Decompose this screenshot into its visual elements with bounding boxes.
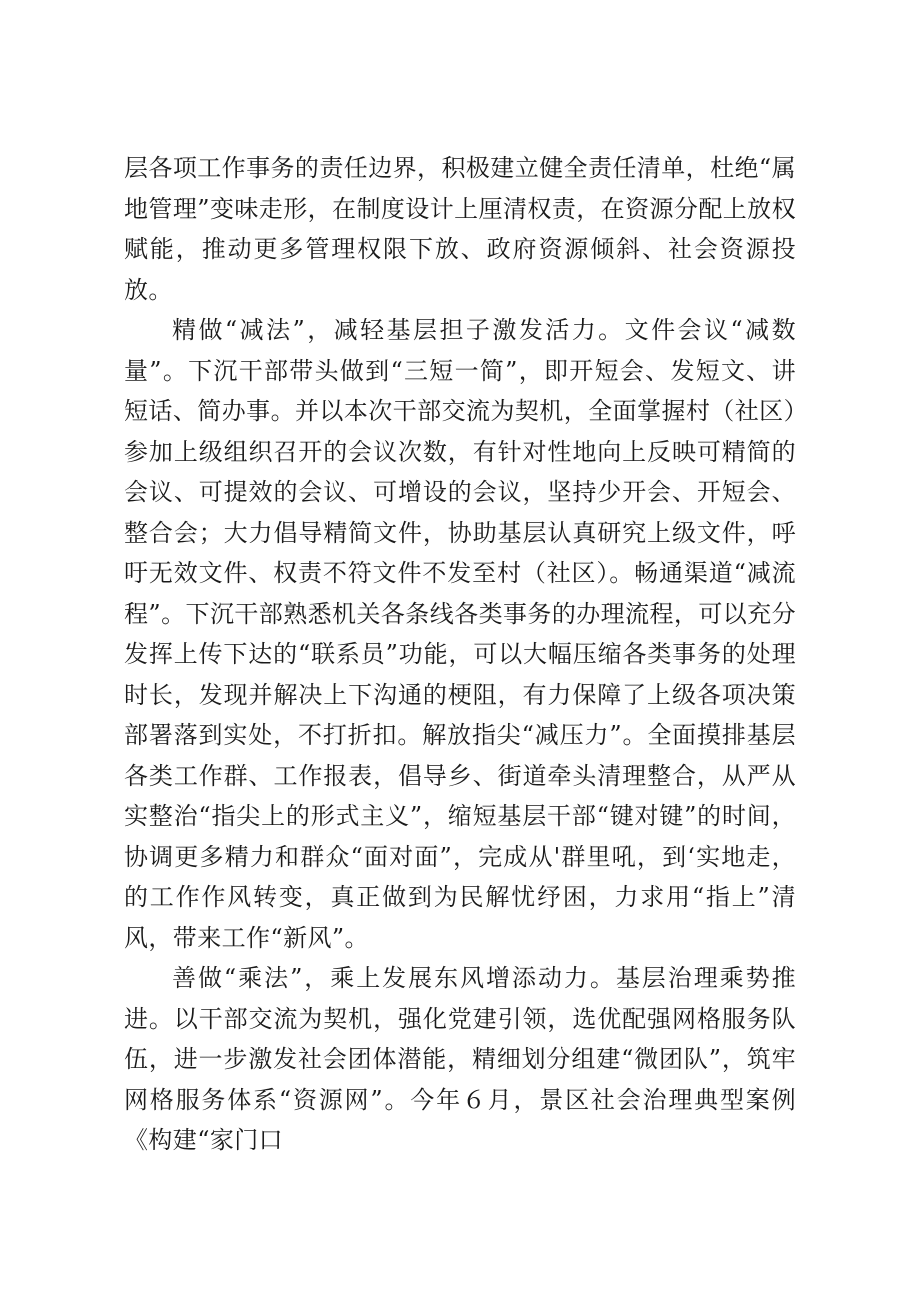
paragraph-multiplication: 善做“乘法”，乘上发展东风增添动力。基层治理乘势推进。以干部交流为契机，强化党建引领，选优配强网格服务队伍，进一步激发社会团体潜能，精细划分组建“微团队”，筑牢网格服务体系“资源网”。今年６月，景区社会治理典型案例《构建“家门口 <box>124 964 796 1154</box>
paragraph-subtraction: 精做“减法”，减轻基层担子激发活力。文件会议“减数量”。下沉干部带头做到“三短一简”，即开短会、发短文、讲短话、简办事。并以本次干部交流为契机，全面掌握村（社区）参加上级组织召开的会议次数，有针对性地向上反映可精简的会议、可提效的会议、可增设的会议，坚持少开会、开短会、整合会；大力倡导精简文件，协助基层认真研究上级文件，呼吁无效文件、权责不符文件不发至村（社区）。畅通渠道“减流程”。下沉干部熟悉机关各条线各类事务的办理流程，可以充分发挥上传下达的“联系员”功能，可以大幅压缩各类事务的处理时长，发现并解决上下沟通的梗阻，有力保障了上级各项决策部署落到实处，不打折扣。解放指尖“减压力”。全面摸排基层各类工作群、工作报表，倡导乡、街道牵头清理整合，从严从实整治“指尖上的形式主义”，缩短基层干部“键对键”的时间，协调更多精力和群众“面对面”，完成从'群里吼，到‘实地走，的工作作风转变，真正做到为民解忧纾困，力求用“指上”清风，带来工作“新风”。 <box>124 316 796 952</box>
document-body <box>124 148 796 1161</box>
paragraph-continuation: 层各项工作事务的责任边界，积极建立健全责任清单，杜绝“属地管理”变味走形，在制度设计上厘清权责，在资源分配上放权赋能，推动更多管理权限下放、政府资源倾斜、社会资源投放。 <box>124 154 796 304</box>
